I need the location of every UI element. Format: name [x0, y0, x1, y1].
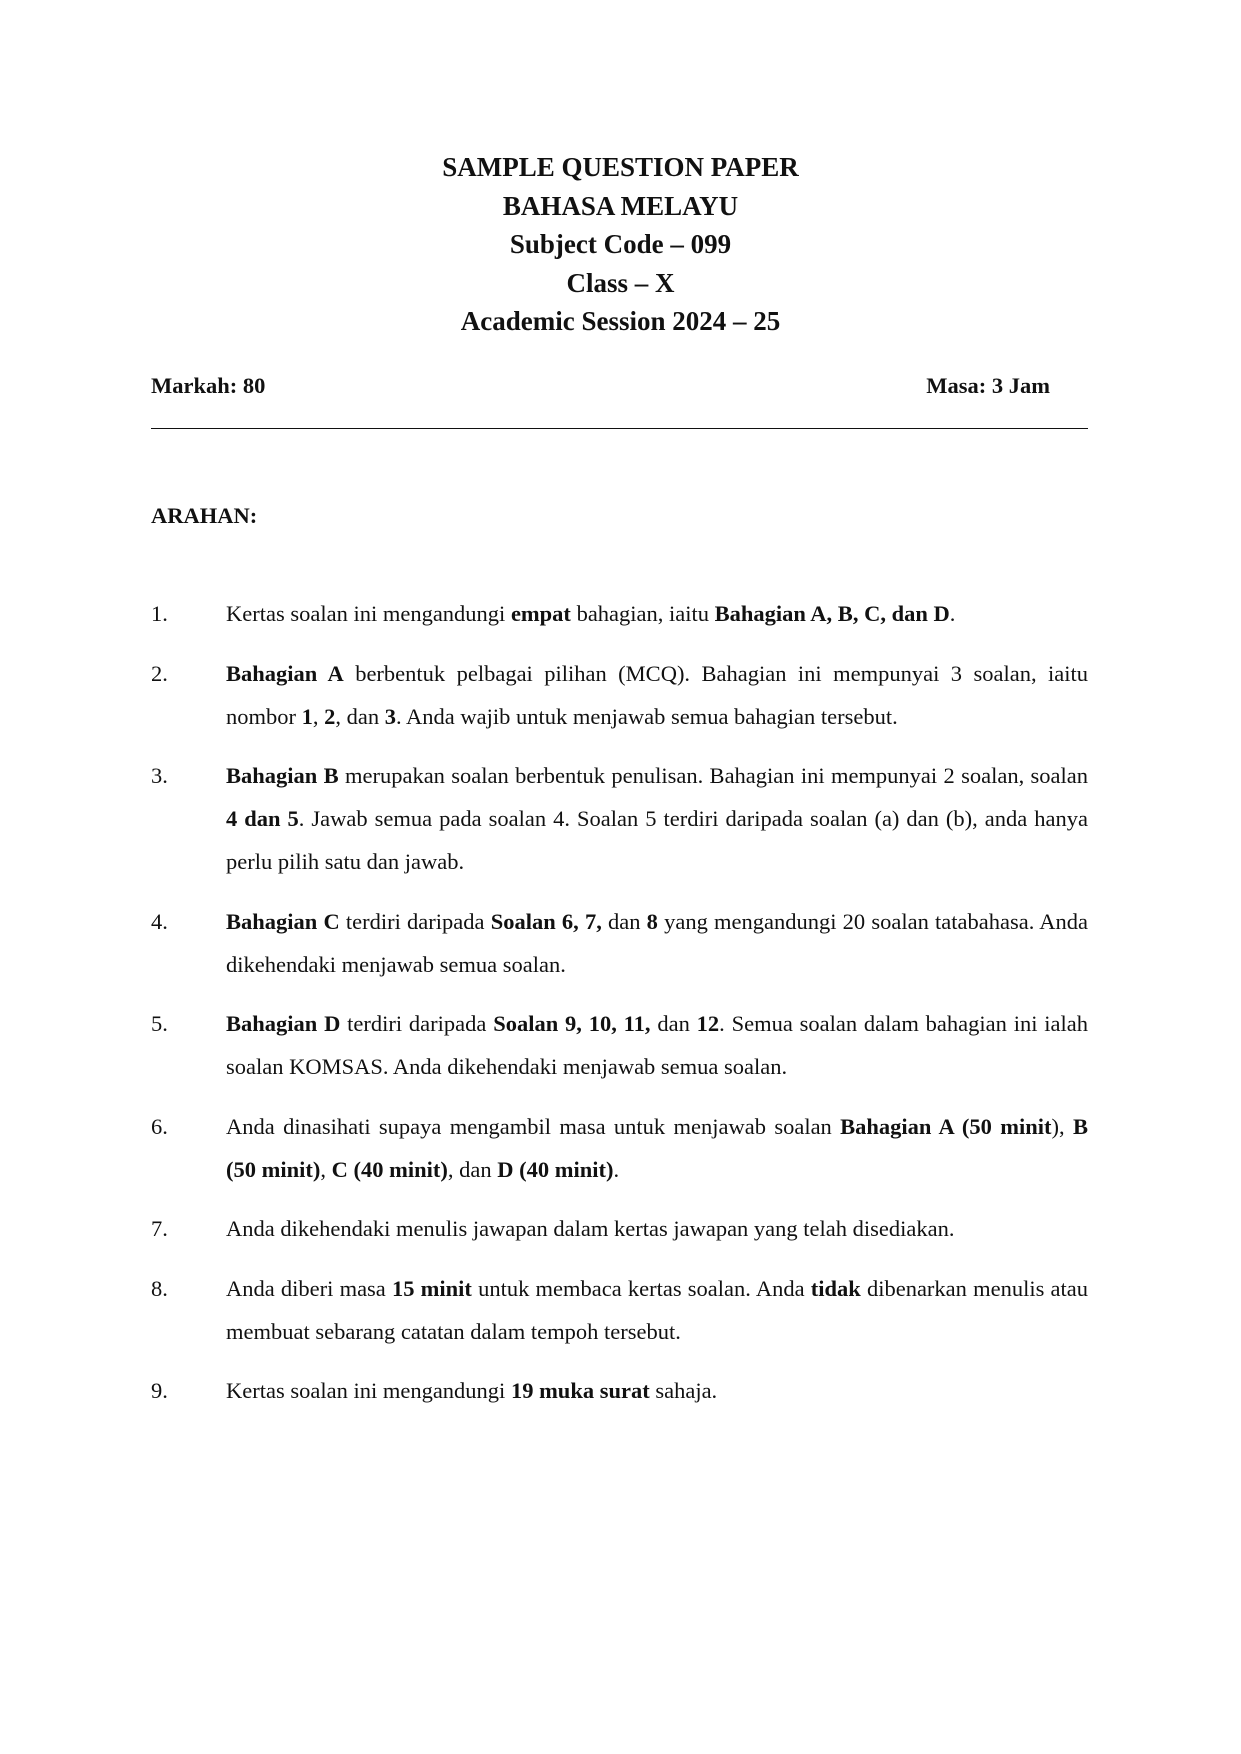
instruction-text-segment: dibenarkan menulis atau membuat sebarang catatan dalam tempoh tersebut. — [226, 1275, 1088, 1344]
instruction-item — [151, 1105, 1088, 1191]
title-block — [0, 148, 1241, 341]
instruction-text-bold: Bahagian B — [226, 763, 339, 788]
instruction-text — [226, 1114, 1088, 1182]
instruction-text-segment: yang mengandungi 20 soalan tatabahasa. Anda dikehendaki menjawab semua soalan. — [226, 908, 1088, 977]
instruction-text-segment: Kertas soalan ini mengandungi — [226, 601, 511, 626]
instruction-text-segment: ), — [1051, 1113, 1073, 1139]
instruction-item — [151, 652, 1088, 738]
title-line-class: Class – X — [566, 267, 675, 298]
instruction-text — [226, 1378, 717, 1403]
time-label: Masa: 3 Jam — [926, 373, 1050, 398]
instruction-text-bold: 4 dan 5 — [226, 806, 299, 831]
instruction-text-segment: . — [613, 1156, 620, 1182]
instructions-list — [151, 592, 1088, 1429]
instruction-item — [151, 754, 1088, 883]
instruction-item — [151, 1267, 1088, 1353]
instruction-text-segment: , — [320, 1156, 332, 1182]
instruction-text-segment: untuk membaca kertas soalan. Anda — [471, 1275, 811, 1301]
title-line-subject-code: Subject Code – 099 — [509, 229, 732, 259]
instruction-text-bold: Soalan 6, 7, — [490, 908, 602, 934]
instruction-item — [151, 1369, 1088, 1412]
instruction-item — [151, 592, 1088, 635]
instruction-text-bold: Soalan 9, 10, 11, — [493, 1011, 651, 1036]
instruction-number: 9. — [151, 1378, 168, 1403]
instruction-text-bold: 2 — [324, 703, 336, 729]
instruction-number: 4. — [151, 908, 168, 934]
instruction-text-segment: . — [949, 601, 956, 626]
instruction-text-segment: dan — [650, 1011, 697, 1036]
instruction-text-bold: 12 — [696, 1011, 720, 1036]
instruction-item — [151, 1207, 1088, 1250]
instruction-text-segment: merupakan soalan berbentuk penulisan. Bahagian ini mempunyai 2 soalan, soalan — [338, 763, 1089, 788]
instruction-text-segment: Anda dikehendaki menulis jawapan dalam kertas jawapan yang telah disediakan. — [226, 1216, 955, 1241]
instruction-text-segment: bahagian, iaitu — [570, 601, 715, 626]
instruction-text-bold: 15 minit — [391, 1275, 472, 1301]
instruction-text-segment: Anda diberi masa — [226, 1275, 392, 1301]
instruction-text — [226, 661, 1088, 729]
instruction-text-segment: berbentuk pelbagai pilihan (MCQ). Bahagian ini mempunyai 3 soalan, iaitu nombor — [226, 660, 1089, 729]
instruction-text-bold: tidak — [810, 1275, 861, 1301]
instruction-text — [226, 763, 1088, 874]
instruction-text-bold: empat — [510, 601, 571, 626]
title-line-paper: SAMPLE QUESTION PAPER — [442, 152, 799, 182]
instruction-text-bold: D (40 minit) — [497, 1156, 614, 1182]
instructions-heading: ARAHAN: — [151, 503, 258, 528]
instruction-text-bold: 8 — [646, 908, 658, 934]
instruction-item — [151, 1002, 1088, 1088]
instruction-text-segment: Kertas soalan ini mengandungi — [226, 1378, 511, 1403]
instruction-text — [226, 1011, 1088, 1079]
instruction-text-segment: , dan — [447, 1156, 498, 1182]
instruction-text-bold: Bahagian A, B, C, dan D — [714, 601, 950, 626]
instruction-text-bold: C (40 minit) — [331, 1156, 448, 1182]
instruction-text — [226, 909, 1088, 977]
header-divider — [151, 428, 1088, 429]
instruction-number: 7. — [151, 1216, 168, 1241]
instruction-text-segment: , — [312, 703, 325, 729]
instruction-text-bold: Bahagian A (50 minit — [840, 1113, 1052, 1139]
instruction-text-segment: dan — [601, 908, 647, 934]
instruction-text-bold: Bahagian A — [226, 660, 344, 686]
instruction-text — [226, 601, 955, 626]
instruction-text-bold: B (50 minit) — [226, 1113, 1088, 1182]
instruction-text — [226, 1216, 955, 1241]
instruction-number: 8. — [151, 1275, 168, 1301]
marks-label: Markah: 80 — [151, 373, 266, 398]
instruction-number: 1. — [151, 601, 168, 626]
instruction-text-segment: . Jawab semua pada soalan 4. Soalan 5 terdiri daripada soalan (a) dan (b), anda hanya perlu pilih satu dan jawab. — [226, 806, 1088, 874]
instruction-text-segment: Anda dinasihati supaya mengambil masa untuk menjawab soalan — [226, 1113, 841, 1139]
instruction-number: 6. — [151, 1113, 168, 1139]
instruction-text-bold: Bahagian C — [226, 908, 340, 934]
instruction-text — [226, 1276, 1088, 1344]
title-line-session: Academic Session 2024 – 25 — [460, 306, 781, 336]
title-line-subject: BAHASA MELAYU — [502, 190, 739, 221]
instruction-text-segment: terdiri daripada — [339, 908, 491, 934]
instruction-item — [151, 900, 1088, 986]
instruction-number: 2. — [151, 660, 168, 686]
instruction-text-segment: sahaja. — [649, 1378, 718, 1403]
instruction-text-segment: . Anda wajib untuk menjawab semua bahagian tersebut. — [396, 703, 898, 729]
instruction-text-segment: , dan — [335, 703, 385, 729]
instruction-text-bold: Bahagian D — [226, 1011, 341, 1036]
instruction-text-bold: 3 — [384, 703, 396, 729]
instruction-number: 5. — [151, 1011, 168, 1036]
instruction-text-segment: . Semua soalan dalam bahagian ini ialah soalan KOMSAS. Anda dikehendaki menjawab semua soalan. — [226, 1011, 1088, 1079]
instruction-number: 3. — [151, 763, 168, 788]
instruction-text-bold: 19 muka surat — [510, 1378, 650, 1403]
instruction-text-bold: 1 — [301, 703, 313, 729]
instruction-text-segment: terdiri daripada — [340, 1011, 494, 1036]
